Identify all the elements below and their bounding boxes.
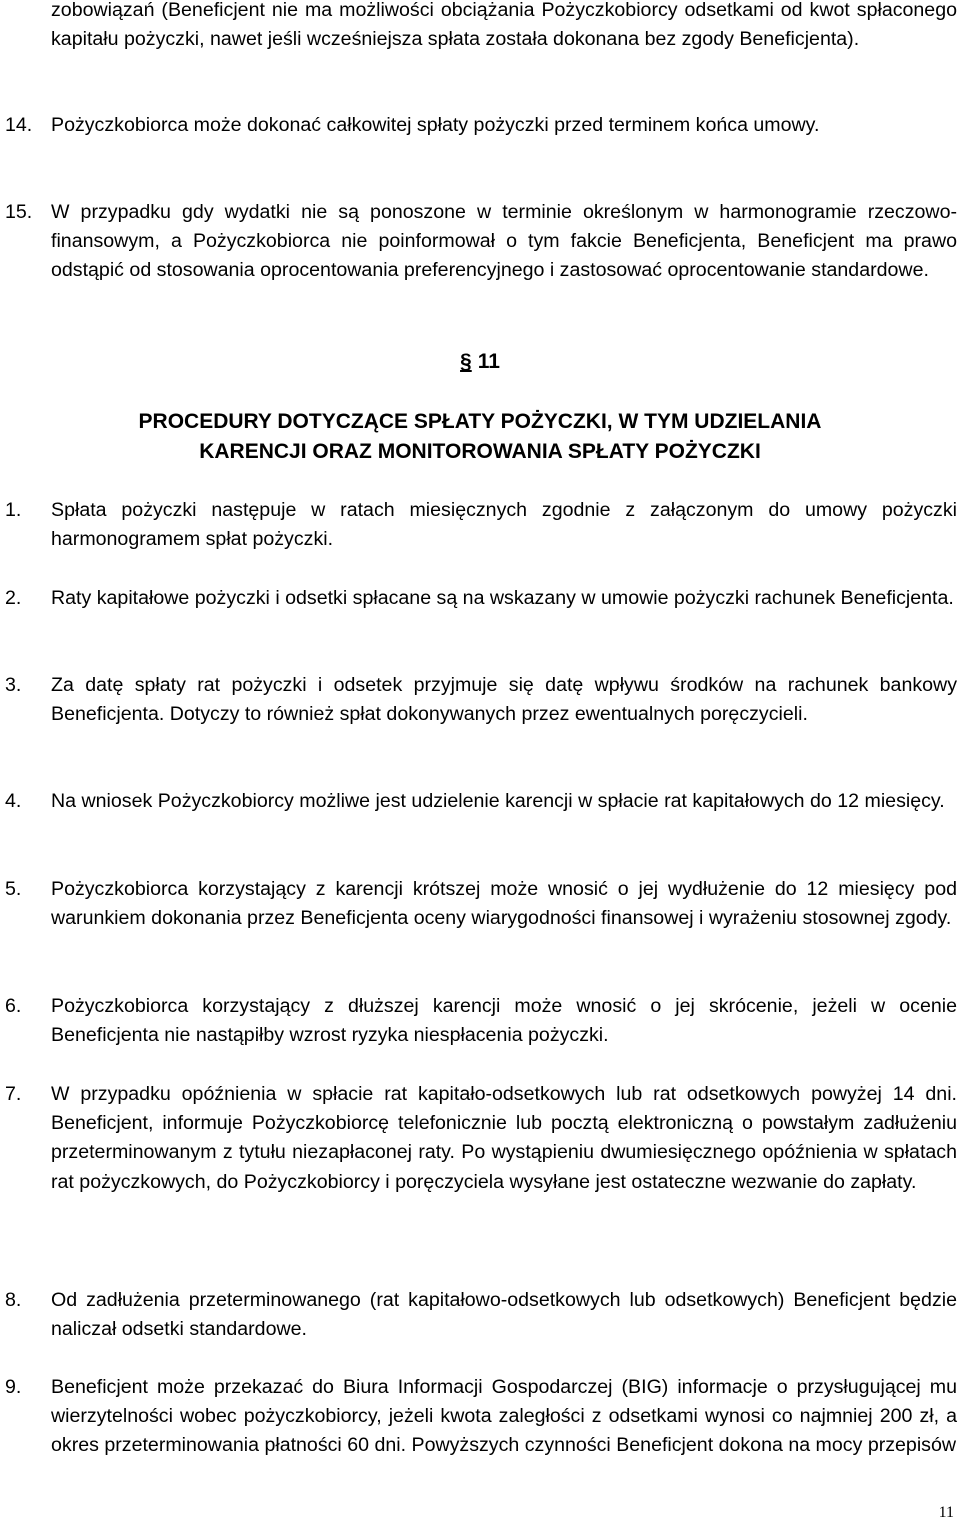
list-item-number: 14.	[5, 114, 33, 136]
list-item-number: 4.	[5, 790, 22, 812]
list-item-number: 9.	[5, 1376, 22, 1398]
list-item-number: 8.	[5, 1289, 22, 1311]
list-item-text: Spłata pożyczki następuje w ratach miesięcznych zgodnie z załączonym do umowy pożyczki harmonogramem spłat pożyczki.	[51, 499, 957, 551]
list-item-text: Beneficjent może przekazać do Biura Informacji Gospodarczej (BIG) informacje o przysługującej mu wierzytelności wobec pożyczkobiorcy, jeżeli kwota zaległości z odsetkami wynosi co najmniej 200 zł, a okres przeterminowania płatności 60 dni. Powyższych czynności Beneficjent dokona na mocy przepisów	[51, 1376, 957, 1457]
list-item-number: 1.	[5, 499, 22, 521]
list-item-text: W przypadku gdy wydatki nie są ponoszone w terminie określonym w harmonogramie rzeczowo-finansowym, a Pożyczkobiorca nie poinformował o tym fakcie Beneficjenta, Beneficjent ma prawo odstąpić od stosowania oprocentowania preferencyjnego i zastosować oprocentowanie standardowe.	[51, 201, 957, 282]
list-item-text: Raty kapitałowe pożyczki i odsetki spłacane są na wskazany w umowie pożyczki rachunek Beneficjenta.	[51, 587, 954, 609]
section-title	[0, 407, 960, 467]
list-item-number: 3.	[5, 674, 22, 696]
list-item-7	[5, 1080, 957, 1197]
list-item-number: 6.	[5, 995, 22, 1017]
section-title-line-2: KARENCJI ORAZ MONITOROWANIA SPŁATY POŻYCZKI	[199, 440, 761, 463]
list-item-3	[5, 671, 957, 729]
section-symbol: §	[460, 350, 472, 373]
list-item-text: Od zadłużenia przeterminowanego (rat kapitałowo-odsetkowych lub odsetkowych) Beneficjent będzie naliczał odsetki standardowe.	[51, 1289, 957, 1341]
list-item-text: Na wniosek Pożyczkobiorcy możliwe jest udzielenie karencji w spłacie rat kapitałowych do 12 miesięcy.	[51, 790, 945, 812]
list-item-1	[5, 496, 957, 554]
list-item-text: W przypadku opóźnienia w spłacie rat kapitało-odsetkowych lub rat odsetkowych powyżej 14 dni. Beneficjent, informuje Pożyczkobiorcę telefonicznie lub pocztą elektroniczną o powstałym zadłużeniu przeterminowanym z tytułu niezapłaconej raty. Po wystąpieniu dwumiesięcznego opóźnienia w spłatach rat pożyczkowych, do Pożyczkobiorcy i poręczyciela wysyłane jest ostateczne wezwanie do zapłaty.	[51, 1083, 957, 1193]
list-item-14	[5, 111, 957, 140]
list-item-9	[5, 1373, 957, 1461]
section-number-value: 11	[477, 350, 500, 373]
list-item-6	[5, 992, 957, 1050]
list-item-number: 7.	[5, 1083, 22, 1105]
list-item-4	[5, 787, 957, 816]
list-item-15	[5, 198, 957, 286]
list-item-text: Pożyczkobiorca korzystający z dłuższej karencji może wnosić o jej skrócenie, jeżeli w ocenie Beneficjenta nie nastąpiłby wzrost ryzyka niespłacenia pożyczki.	[51, 995, 957, 1047]
list-item-5	[5, 875, 957, 933]
list-item-number: 15.	[5, 201, 33, 223]
list-item-text: Za datę spłaty rat pożyczki i odsetek przyjmuje się datę wpływu środków na rachunek bankowy Beneficjenta. Dotyczy to również spłat dokonywanych przez ewentualnych poręczycieli.	[51, 674, 957, 726]
list-item-text: Pożyczkobiorca korzystający z karencji krótszej może wnosić o jej wydłużenie do 12 miesięcy pod warunkiem dokonania przez Beneficjenta oceny wiarygodności finansowej i wyrażeniu stosownej zgody.	[51, 878, 957, 930]
section-number	[0, 347, 960, 376]
continuation-paragraph: zobowiązań (Beneficjent nie ma możliwości obciążania Pożyczkobiorcy odsetkami od kwot spłaconego kapitału pożyczki, nawet jeśli wcześniejsza spłata została dokonana bez zgody Beneficjenta).	[51, 0, 957, 51]
list-item-text: Pożyczkobiorca może dokonać całkowitej spłaty pożyczki przed terminem końca umowy.	[51, 114, 820, 136]
page-number: 11	[938, 1504, 954, 1521]
list-item-2	[5, 584, 957, 613]
list-item-8	[5, 1286, 957, 1344]
list-item-number: 5.	[5, 878, 22, 900]
list-item-number: 2.	[5, 587, 22, 609]
section-title-line-1: PROCEDURY DOTYCZĄCE SPŁATY POŻYCZKI, W TYM UDZIELANIA	[138, 410, 822, 433]
